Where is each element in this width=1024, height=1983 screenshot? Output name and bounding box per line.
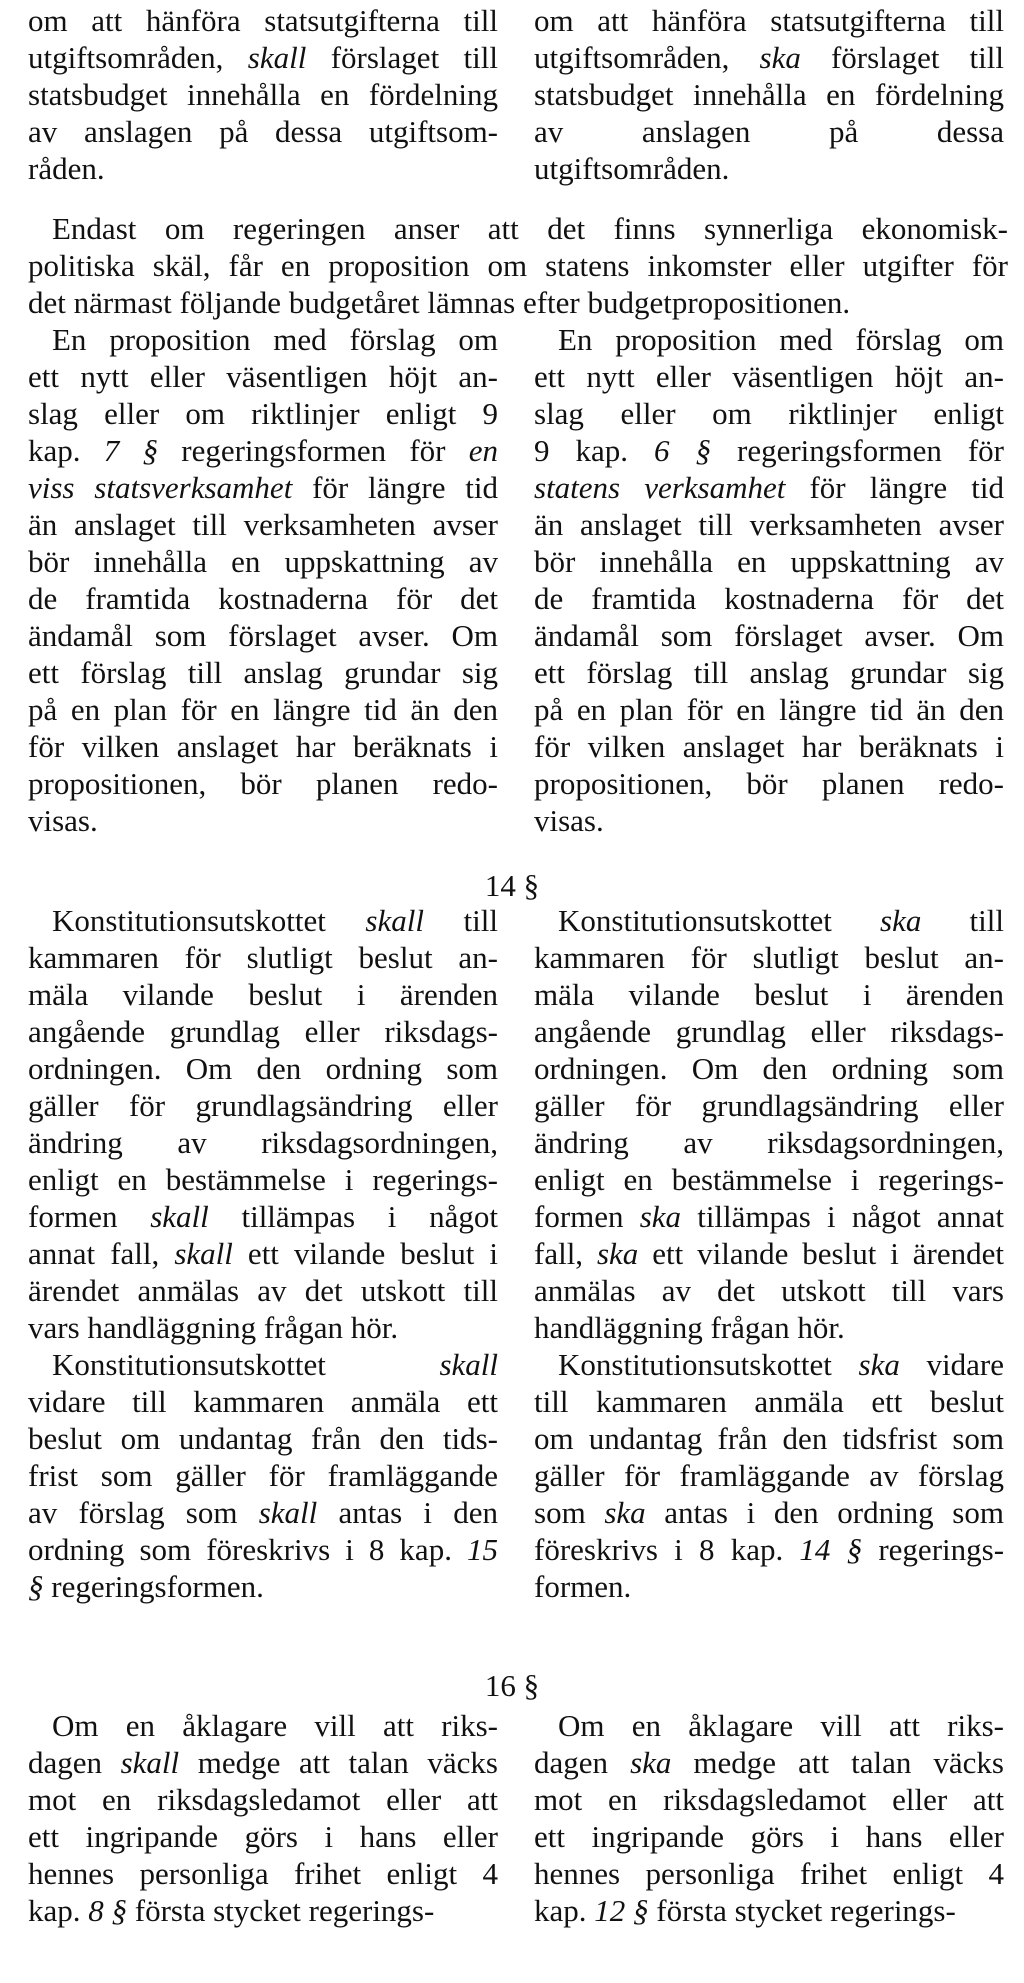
text-span: Konstitutionsutskottet: [558, 1347, 859, 1382]
text-line: [534, 76, 1004, 113]
italic-span: skall: [174, 1236, 233, 1271]
text-span: ett nytt eller väsentligen höjt an-: [534, 359, 1004, 394]
text-span: ett förslag till anslag grundar sig: [28, 655, 498, 690]
text-line: [28, 728, 498, 765]
text-span: vidare till kammaren anmäla ett: [28, 1384, 498, 1419]
text-span: kap.: [28, 433, 104, 468]
text-span: ett ingripande görs i hans eller: [28, 1819, 498, 1854]
text-line: [28, 580, 498, 617]
text-span: antas i den ordning som: [645, 1495, 1004, 1530]
text-line: [28, 210, 1008, 247]
italic-span: skall: [247, 40, 307, 75]
text-line: [534, 654, 1004, 691]
text-line: [28, 321, 498, 358]
text-span: ett förslag till anslag grundar sig: [534, 655, 1004, 690]
text-line: [28, 1892, 498, 1929]
text-line: [28, 1457, 498, 1494]
text-span: enligt en bestämmelse i regerings-: [28, 1162, 498, 1197]
text-span: hennes personliga frihet enligt 4: [28, 1856, 498, 1891]
text-line: [28, 654, 498, 691]
text-line: [534, 39, 1004, 76]
text-span: som: [534, 1495, 605, 1530]
text-line: [534, 1124, 1004, 1161]
text-span: formen.: [534, 1569, 632, 1604]
italic-span: 12 §: [594, 1893, 649, 1928]
text-span: Om en åklagare vill att riks-: [558, 1708, 1004, 1743]
text-span: vidare: [899, 1347, 1004, 1382]
text-span: statsbudget innehålla en fördelning: [534, 77, 1004, 112]
text-span: angående grundlag eller riksdags-: [28, 1014, 498, 1049]
text-line: [28, 150, 498, 187]
text-line: [534, 1383, 1004, 1420]
text-span: Konstitutionsutskottet: [558, 903, 881, 938]
text-line: [28, 802, 498, 839]
text-line: [28, 1781, 498, 1818]
text-span: tillämpas i något: [208, 1199, 498, 1234]
italic-span: ska: [630, 1745, 672, 1780]
italic-span: skall: [120, 1745, 180, 1780]
text-span: statsbudget innehålla en fördelning: [28, 77, 498, 112]
text-span: ärendet anmälas av det utskott till: [28, 1273, 498, 1308]
text-span: gäller för grundlagsändring eller: [28, 1088, 498, 1123]
text-span: beslut om undantag från den tids-: [28, 1421, 498, 1456]
text-line: [534, 902, 1004, 939]
text-span: Endast om regeringen anser att det finns synnerliga ekonomisk-: [52, 211, 1008, 246]
italic-span: §: [28, 1569, 44, 1604]
text-span: Konstitutionsutskottet: [52, 903, 366, 938]
text-line: [28, 247, 1008, 284]
text-span: av anslagen på dessa: [534, 114, 1004, 149]
text-line: [534, 1198, 1004, 1235]
text-line: [28, 1855, 498, 1892]
text-span: på en plan för en längre tid än den: [534, 692, 1004, 727]
text-line: [28, 765, 498, 802]
text-span: för vilken anslaget har beräknats i: [28, 729, 498, 764]
text-line: [534, 395, 1004, 432]
italic-span: ska: [604, 1495, 646, 1530]
text-span: politiska skäl, får en proposition om statens inkomster eller utgifter för: [28, 248, 1008, 283]
text-span: vars handläggning frågan hör.: [28, 1310, 399, 1345]
text-line: [534, 1420, 1004, 1457]
italic-span: 15: [467, 1532, 498, 1567]
text-span: gäller för framläggande av förslag: [534, 1458, 1004, 1493]
text-span: om att hänföra statsutgifterna till: [28, 3, 498, 38]
text-span: En proposition med förslag om: [558, 322, 1004, 357]
italic-span: statens verksamhet: [534, 470, 786, 505]
text-span: fall,: [534, 1236, 597, 1271]
text-span: En proposition med förslag om: [52, 322, 498, 357]
text-line: [534, 150, 1004, 187]
text-span: för längre tid: [785, 470, 1005, 505]
text-span: 9 kap.: [534, 433, 654, 468]
text-line: [28, 1346, 498, 1383]
italic-span: skall: [150, 1199, 209, 1234]
italic-span: skall: [439, 1347, 498, 1382]
text-line: [28, 1818, 498, 1855]
text-span: bör innehålla en uppskattning av: [28, 544, 498, 579]
text-span: på en plan för en längre tid än den: [28, 692, 498, 727]
text-line: [28, 2, 498, 39]
italic-span: en: [468, 433, 498, 468]
text-line: [534, 1494, 1004, 1531]
italic-span: ska: [880, 903, 922, 938]
text-span: Konstitutionsutskottet: [52, 1347, 440, 1382]
text-span: kammaren för slutligt beslut an-: [534, 940, 1004, 975]
text-span: slag eller om riktlinjer enligt: [534, 396, 1004, 431]
text-span: till: [921, 903, 1005, 938]
text-line: [28, 395, 498, 432]
text-span: förslaget till: [306, 40, 498, 75]
text-span: formen: [28, 1199, 151, 1234]
text-line: [28, 1494, 498, 1531]
text-line: [28, 691, 498, 728]
text-span: mot en riksdagsledamot eller att: [28, 1782, 498, 1817]
text-line: [534, 765, 1004, 802]
text-line: [534, 1309, 1004, 1346]
text-span: ändamål som förslaget avser. Om: [28, 618, 498, 653]
text-span: de framtida kostnaderna för det: [28, 581, 498, 616]
text-span: dagen: [534, 1745, 631, 1780]
text-span: kammaren för slutligt beslut an-: [28, 940, 498, 975]
text-span: om att hänföra statsutgifterna till: [534, 3, 1004, 38]
text-line: [534, 2, 1004, 39]
text-span: än anslaget till verksamheten avser: [28, 507, 498, 542]
text-span: utgiftsområden.: [534, 151, 730, 186]
text-line: [534, 802, 1004, 839]
text-span: ett ingripande görs i hans eller: [534, 1819, 1004, 1854]
text-span: angående grundlag eller riksdags-: [534, 1014, 1004, 1049]
text-line: [28, 358, 498, 395]
text-line: [534, 1272, 1004, 1309]
text-line: [534, 1161, 1004, 1198]
text-span: ett vilande beslut i: [232, 1236, 498, 1271]
text-span: föreskrivs i 8 kap.: [534, 1532, 800, 1567]
text-line: [28, 1124, 498, 1161]
text-line: [534, 543, 1004, 580]
text-line: [534, 113, 1004, 150]
text-span: än anslaget till verksamheten avser: [534, 507, 1004, 542]
text-line: [28, 1420, 498, 1457]
text-span: Om en åklagare vill att riks-: [52, 1708, 498, 1743]
text-span: ändring av riksdagsordningen,: [28, 1125, 498, 1160]
text-line: [28, 902, 498, 939]
text-line: [28, 469, 498, 506]
italic-span: ska: [858, 1347, 900, 1382]
text-span: handläggning frågan hör.: [534, 1310, 845, 1345]
text-span: enligt en bestämmelse i regerings-: [534, 1162, 1004, 1197]
text-line: [28, 39, 498, 76]
italic-span: 8 §: [88, 1893, 128, 1928]
text-line: [28, 284, 1008, 321]
italic-span: 14 §: [799, 1532, 863, 1567]
text-line: [534, 1744, 1004, 1781]
text-line: [534, 617, 1004, 654]
text-span: mäla vilande beslut i ärenden: [534, 977, 1004, 1012]
text-line: [28, 76, 498, 113]
italic-span: viss statsverksamhet: [28, 470, 293, 505]
text-span: ändring av riksdagsordningen,: [534, 1125, 1004, 1160]
italic-span: skall: [365, 903, 424, 938]
text-span: regeringsformen.: [43, 1569, 264, 1604]
text-span: medge att talan väcks: [179, 1745, 498, 1780]
text-span: antas i den: [317, 1495, 498, 1530]
text-line: [534, 1457, 1004, 1494]
text-line: [28, 432, 498, 469]
text-line: [534, 1531, 1004, 1568]
text-line: [28, 1531, 498, 1568]
text-span: anmälas av det utskott till vars: [534, 1273, 1004, 1308]
text-line: [28, 506, 498, 543]
text-line: [534, 1346, 1004, 1383]
text-span: formen: [534, 1199, 640, 1234]
text-span: mot en riksdagsledamot eller att: [534, 1782, 1004, 1817]
text-line: [28, 1161, 498, 1198]
text-span: de framtida kostnaderna för det: [534, 581, 1004, 616]
text-line: [534, 1818, 1004, 1855]
text-span: första stycket regerings-: [127, 1893, 435, 1928]
text-span: propositionen, bör planen redo-: [534, 766, 1004, 801]
text-line: [28, 939, 498, 976]
text-line: [534, 1050, 1004, 1087]
text-span: regerings-: [862, 1532, 1005, 1567]
text-span: gäller för grundlagsändring eller: [534, 1088, 1004, 1123]
text-line: [28, 1198, 498, 1235]
text-line: [534, 1892, 1004, 1929]
text-span: utgiftsområden,: [534, 40, 760, 75]
text-span: till: [423, 903, 498, 938]
text-span: det närmast följande budgetåret lämnas efter budgetpropositionen.: [28, 285, 851, 320]
text-line: [534, 1013, 1004, 1050]
text-span: annat fall,: [28, 1236, 175, 1271]
text-span: ett vilande beslut i ärendet: [638, 1236, 1005, 1271]
text-span: om undantag från den tidsfrist som: [534, 1421, 1004, 1456]
text-line: [28, 1383, 498, 1420]
text-line: [28, 1568, 498, 1605]
text-span: propositionen, bör planen redo-: [28, 766, 498, 801]
text-span: förslaget till: [800, 40, 1004, 75]
text-span: ordning som föreskrivs i 8 kap.: [28, 1532, 467, 1567]
text-span: visas.: [534, 803, 604, 838]
italic-span: ska: [596, 1236, 639, 1271]
text-span: slag eller om riktlinjer enligt 9: [28, 396, 498, 431]
text-span: ordningen. Om den ordning som: [28, 1051, 498, 1086]
text-line: [28, 976, 498, 1013]
text-span: regeringsformen för: [158, 433, 469, 468]
text-span: tillämpas i något annat: [681, 1199, 1004, 1234]
italic-span: skall: [258, 1495, 318, 1530]
text-span: råden.: [28, 151, 105, 186]
section-heading: 14 §: [484, 868, 540, 903]
text-line: [28, 617, 498, 654]
text-span: för vilken anslaget har beräknats i: [534, 729, 1004, 764]
text-line: [28, 1087, 498, 1124]
text-line: [534, 1087, 1004, 1124]
text-line: [28, 1013, 498, 1050]
text-line: [534, 1707, 1004, 1744]
text-line: [534, 691, 1004, 728]
text-span: frist som gäller för framläggande: [28, 1458, 498, 1493]
italic-span: ska: [639, 1199, 682, 1234]
text-line: [28, 543, 498, 580]
text-line: [534, 469, 1004, 506]
text-span: kap.: [28, 1893, 89, 1928]
text-line: [534, 358, 1004, 395]
text-line: [534, 321, 1004, 358]
text-span: ändamål som förslaget avser. Om: [534, 618, 1004, 653]
text-span: av förslag som: [28, 1495, 259, 1530]
text-line: [28, 1235, 498, 1272]
text-span: för längre tid: [292, 470, 498, 505]
text-line: [534, 1568, 1004, 1605]
text-span: kap.: [534, 1893, 595, 1928]
text-line: [534, 939, 1004, 976]
text-span: ordningen. Om den ordning som: [534, 1051, 1004, 1086]
text-line: [534, 1781, 1004, 1818]
text-span: mäla vilande beslut i ärenden: [28, 977, 498, 1012]
text-line: [534, 1235, 1004, 1272]
text-span: av anslagen på dessa utgiftsom-: [28, 114, 498, 149]
text-span: första stycket regerings-: [648, 1893, 956, 1928]
text-span: regeringsformen för: [711, 433, 1004, 468]
text-line: [534, 580, 1004, 617]
text-span: hennes personliga frihet enligt 4: [534, 1856, 1004, 1891]
text-line: [28, 1272, 498, 1309]
text-line: [28, 1050, 498, 1087]
text-line: [28, 1707, 498, 1744]
text-line: [534, 432, 1004, 469]
text-span: ett nytt eller väsentligen höjt an-: [28, 359, 498, 394]
text-line: [534, 506, 1004, 543]
text-line: [534, 976, 1004, 1013]
text-line: [28, 1744, 498, 1781]
text-span: bör innehålla en uppskattning av: [534, 544, 1004, 579]
text-line: [534, 1855, 1004, 1892]
section-heading: 16 §: [484, 1668, 540, 1703]
text-line: [28, 1309, 498, 1346]
text-span: utgiftsområden,: [28, 40, 248, 75]
text-span: dagen: [28, 1745, 121, 1780]
text-line: [534, 728, 1004, 765]
text-span: medge att talan väcks: [671, 1745, 1004, 1780]
text-span: till kammaren anmäla ett beslut: [534, 1384, 1004, 1419]
italic-span: ska: [759, 40, 801, 75]
italic-span: 7 §: [103, 433, 158, 468]
italic-span: 6 §: [654, 433, 711, 468]
text-line: [28, 113, 498, 150]
text-span: visas.: [28, 803, 98, 838]
